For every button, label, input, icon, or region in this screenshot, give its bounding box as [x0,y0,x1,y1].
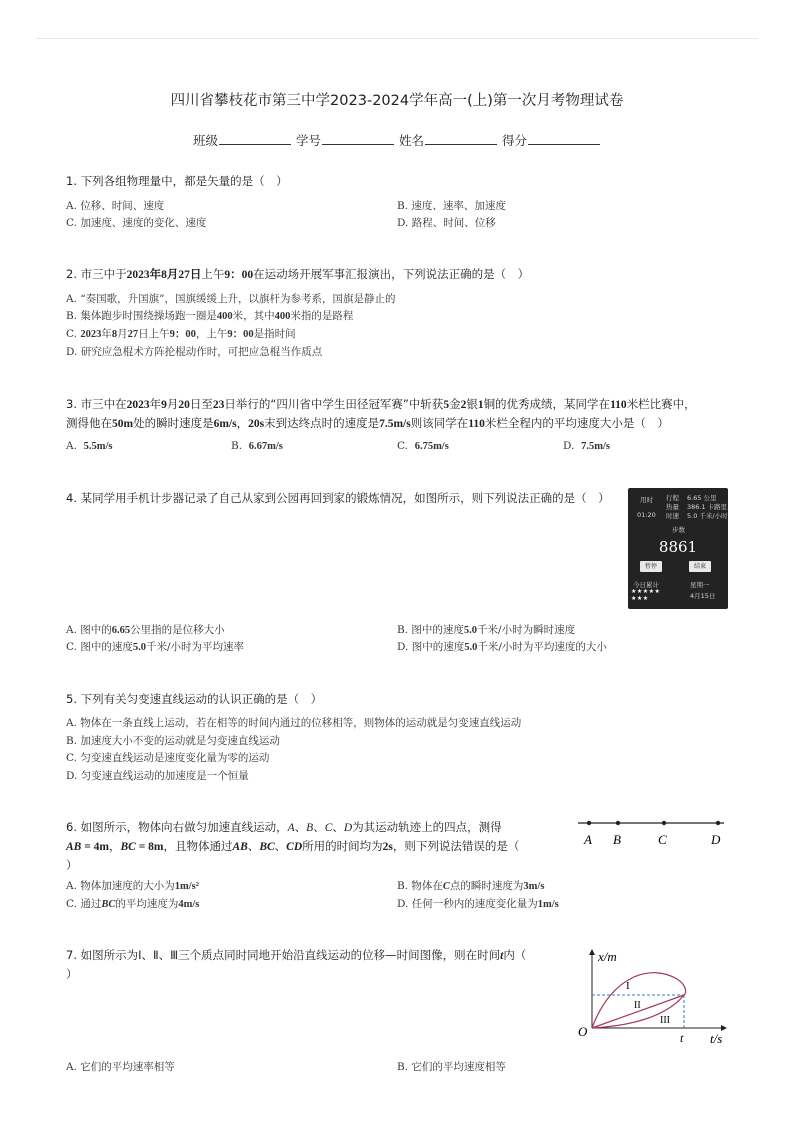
phone-stars-row1: ★★★★★ [631,588,661,595]
q3-text: 月 [166,397,179,411]
q6-point: B [306,822,314,834]
q6-value: = 8m [135,841,164,853]
id-label: 学号 [295,133,321,148]
q6-value: = 4m [81,841,109,853]
q6-c-value: 4m/s [178,899,200,910]
q3-num: 20 [178,399,190,411]
q6-segment: BC [120,841,136,853]
q6-b-value: 3m/s [523,881,545,892]
q2-b-text: 米，其中 [232,310,275,322]
phone-steps: 8861 [658,538,698,556]
q4-option-c[interactable] [66,639,244,654]
q1-option-c[interactable]: C. 加速度、速度的变化、速度 [66,217,207,229]
q3-num: 7.5m/s [379,418,411,430]
q4-option-b[interactable] [397,622,575,637]
q4-a-text: A. 图中的 [66,624,112,636]
q6-c-text: C. 通过 [66,898,102,910]
q6-line-2: AB = 4m，BC = 8m，且物体通过AB、BC、CD所用的时间均为2s，则下列说法错误的是（ [66,839,520,853]
q7-line-2: ） [66,967,78,981]
question-3-stem [66,395,736,433]
q3-text: 金 [449,397,461,411]
phone-today-label: 今日累计 [633,581,659,589]
q4-a-text: 公里指的是位移大小 [130,624,225,636]
q7-xt-graph [572,944,732,1048]
q3-option-d[interactable] [563,440,610,452]
q4-option-d[interactable] [397,639,607,654]
q4-a-num: 6.65 [111,625,131,636]
q6-label-d: D [711,832,721,847]
q2-c-num: 8 [111,329,118,340]
q3-num: 110 [610,399,627,411]
phone-distance: 6.65 公里 [687,494,717,502]
q4-b-text: B. 图中的速度 [397,624,464,636]
q6-point-a-dot [587,821,591,825]
q2-c-text: C. [66,328,81,340]
q4-b-num: 5.0 [463,625,478,636]
q5-option-a[interactable]: A. 物体在一条直线上运动，若在相等的时间内通过的位移相等，则物体的运动就是匀变速直线运动 [66,717,522,729]
q7-text: 内（ [503,948,527,962]
q2-c-text: 年 [101,328,112,340]
q6-text: 为其运动轨迹上的四点，测得 [352,820,502,834]
q2-time: 9：00 [224,269,254,281]
q6-label-c: C [658,832,667,847]
q3-num: 9 [161,399,167,411]
q2-text: 在运动场开展军事汇报演出，下列说法正确的是（ ） [253,267,530,281]
q6-option-a[interactable] [66,878,199,893]
q5-option-b[interactable]: B. 加速度大小不变的运动就是匀变速直线运动 [66,735,280,747]
q6-label-a: A [584,832,592,847]
q7-label-ii: II [634,1000,641,1011]
q4-c-text: C. 图中的速度 [66,641,133,653]
q6-b-text: 点的瞬时速度为 [449,880,524,892]
class-label: 班级 [192,133,218,148]
q3-option-b[interactable] [231,440,283,452]
q7-option-b[interactable]: B. 它们的平均速度相等 [397,1061,506,1073]
q4-c-text: 千米/小时为平均速率 [145,641,245,653]
q6-option-b[interactable] [397,878,544,893]
q3-line-2 [66,414,736,433]
q3-option-c[interactable] [397,440,449,452]
q3-d-value: 7.5m/s [581,441,610,452]
q2-c-num: 9：00 [169,329,196,340]
score-label: 得分 [501,133,527,148]
q3-text: 日至 [189,397,213,411]
q2-c-num: 27 [127,329,139,340]
q3-text: 米栏全程内的平均速度大小是（ ） [484,416,669,430]
id-blank[interactable] [322,131,394,145]
phone-calories: 386.1 卡路里 [687,503,728,511]
q6-text: ，且物体通过 [163,839,233,853]
q4-d-text: 千米/小时为平均速度的大小 [477,641,607,653]
q6-c-text: 的平均速度为 [115,898,179,910]
q3-text: 银 [466,397,478,411]
q6-line-3: ） [66,858,78,872]
q6-b-point: C [442,881,450,892]
phone-duration: 01:20 [637,511,656,519]
q5-option-c[interactable]: C. 匀变速直线运动是速度变化量为零的运动 [66,752,270,764]
q3-text: 3. 市三中在 [66,397,127,411]
q6-point-c-dot [662,821,666,825]
q3-c-value: 6.75m/s [414,441,449,452]
phone-pause-button: 暂停 [640,561,662,572]
q2-date: 2023年8月27日 [126,269,202,281]
q7-text: 7. 如图所示为Ⅰ、Ⅱ、Ⅲ三个质点同时同地开始沿直线运动的位移—时间图像，则在时间 [66,948,501,962]
q6-option-c[interactable] [66,896,199,911]
q3-a-value: 5.5m/s [83,441,113,452]
q3-num: 110 [468,418,485,430]
phone-date: 4月15日 [690,592,716,600]
q3-text: 年 [149,397,162,411]
page-title: 四川省攀枝花市第三中学2023-2024学年高一(上)第一次月考物理试卷 [170,93,624,109]
q3-num: 1 [477,399,484,411]
q5-option-d[interactable]: D. 匀变速直线运动的加速度是一个恒量 [66,770,249,782]
phone-stars-row2: ★★★ [631,595,649,602]
q6-point-d-dot [716,821,720,825]
q6-text: ，则下列说法错误的是（ [392,839,520,853]
q6-point: C [324,822,333,834]
question-7-stem [66,946,566,983]
phone-calories-label: 热量 [666,503,679,511]
q7-line-1 [66,946,566,965]
q7-ylabel: x/m [598,949,617,964]
q3-a-letter: A. [66,440,77,452]
q4-d-num: 5.0 [464,642,478,653]
q4-c-num: 5.0 [132,642,146,653]
q7-xlabel: t/s [710,1031,723,1046]
q3-text: 处的瞬时速度是 [133,416,214,430]
q2-c-text: 月 [117,328,128,340]
q2-text: 2. 市三中于 [66,267,127,281]
q6-text: 6. 如图所示，物体向右做匀加速直线运动， [66,820,288,834]
phone-distance-label: 行程 [666,494,679,502]
q6-d-text: D. 任何一秒内的速度变化量为 [397,898,538,910]
q6-segment: AB [232,841,248,853]
name-blank[interactable] [425,131,497,145]
q2-c-text: 日上午 [138,328,170,340]
score-blank[interactable] [528,131,600,145]
q7-option-a[interactable]: A. 它们的平均速率相等 [66,1061,175,1073]
q2-b-num: 400 [216,311,233,322]
step-counter-screenshot [628,488,728,609]
q1-option-d[interactable]: D. 路程、时间、位移 [397,217,496,229]
question-1-stem: 1. 下列各组物理量中，都是矢量的是（ ） [66,174,288,188]
q2-c-num: 2023 [80,329,102,340]
q7-label-i: I [626,980,630,992]
q6-text: 所用的时间均为 [302,839,383,853]
q6-c-segment: BC [101,899,116,910]
student-info-line [0,131,794,149]
question-6-stem [66,818,566,874]
phone-speed: 5.0 千米/小时 [687,512,728,520]
q1-option-a[interactable]: A. 位移、时间、速度 [66,200,165,212]
q3-b-value: 6.67m/s [248,441,283,452]
q6-track-figure [576,812,728,852]
phone-speed-label: 时速 [666,512,679,520]
phone-weekday: 星期一 [690,581,710,589]
q3-num: 5 [443,399,450,411]
q3-text: 日举行的“四川省中学生田径冠军赛”中斩获 [224,397,444,411]
class-blank[interactable] [219,131,291,145]
q3-num: 2023 [126,399,150,411]
q7-label-iii: III [660,1015,670,1026]
q2-text: 上午 [201,267,225,281]
q3-num: 20s [248,418,265,430]
q6-a-value: 1m/s² [174,881,199,892]
q3-d-letter: D. [563,440,575,452]
q6-segment: CD [286,841,303,853]
q6-line-1: 6. 如图所示，物体向右做匀加速直线运动，A、B、C、D为其运动轨迹上的四点，测得 [66,820,502,834]
q6-point: D [343,822,353,834]
q3-option-a[interactable] [66,440,112,452]
q3-text: 铜的优秀成绩，某同学在 [483,397,611,411]
phone-end-button: 结束 [689,561,711,572]
q4-d-text: D. 图中的速度 [397,641,465,653]
q6-a-text: A. 物体加速度的大小为 [66,880,175,892]
q7-t-mark: t [680,1031,684,1045]
q2-c-text: ，上午 [195,328,228,340]
question-4-stem: 4. 某同学用手机计步器记录了自己从家到公园再回到家的锻炼情况，如图所示，则下列说法正确的是（ ） [66,491,610,505]
q3-num: 50m [112,418,134,430]
q3-text: 则该同学在 [410,416,469,430]
q4-b-text: 千米/小时为瞬时速度 [477,624,576,636]
q6-option-d[interactable] [397,896,559,911]
q6-d-value: 1m/s [537,899,559,910]
q2-b-num: 400 [274,311,291,322]
q6-point: A [287,822,295,834]
name-label: 姓名 [398,133,424,148]
q2-option-d[interactable]: D. 研究应急棍术方阵抡棍动作时，可把应急棍当作质点 [66,346,323,358]
question-2-stem [66,265,529,284]
q3-num: 6m/s [213,418,237,430]
q3-text: 末到达终点时的速度是 [264,416,380,430]
header-divider [36,38,758,39]
q2-b-text: B. 集体跑步时围绕操场跑一圈是 [66,310,217,322]
q3-text: 测得他在 [66,416,112,430]
q3-num: 23 [212,399,225,411]
phone-duration-label: 用时 [640,496,653,504]
q6-value: 2s [382,841,393,853]
q6-segment: AB [66,841,82,853]
q3-text: 米栏比赛中， [626,397,696,411]
q3-num: 2 [460,399,467,411]
q2-option-c[interactable] [66,326,296,341]
q6-b-text: B. 物体在 [397,880,443,892]
q7-origin: O [578,1024,588,1039]
question-5-stem: 5. 下列有关匀变速直线运动的认识正确的是（ ） [66,692,323,706]
q2-c-text: 是指时间 [253,328,296,340]
q2-option-a[interactable]: A. “奏国歌，升国旗”，国旗缓缓上升，以旗杆为参考系，国旗是静止的 [66,293,396,305]
q3-b-letter: B. [231,440,243,452]
q7-t: t [500,950,504,962]
phone-steps-label: 步数 [672,526,685,534]
q6-label-b: B [613,832,621,847]
q3-text: ， [236,416,249,430]
q2-c-num: 9：00 [227,329,254,340]
q2-b-text: 米指的是路程 [290,310,354,322]
q6-segment: BC [259,841,275,853]
q3-line-1 [66,395,736,414]
q3-c-letter: C. [397,440,408,452]
q1-option-b[interactable]: B. 速度、速率、加速度 [397,200,506,212]
q6-point-b-dot [616,821,620,825]
q2-option-b[interactable] [66,308,353,323]
q4-option-a[interactable] [66,622,225,637]
